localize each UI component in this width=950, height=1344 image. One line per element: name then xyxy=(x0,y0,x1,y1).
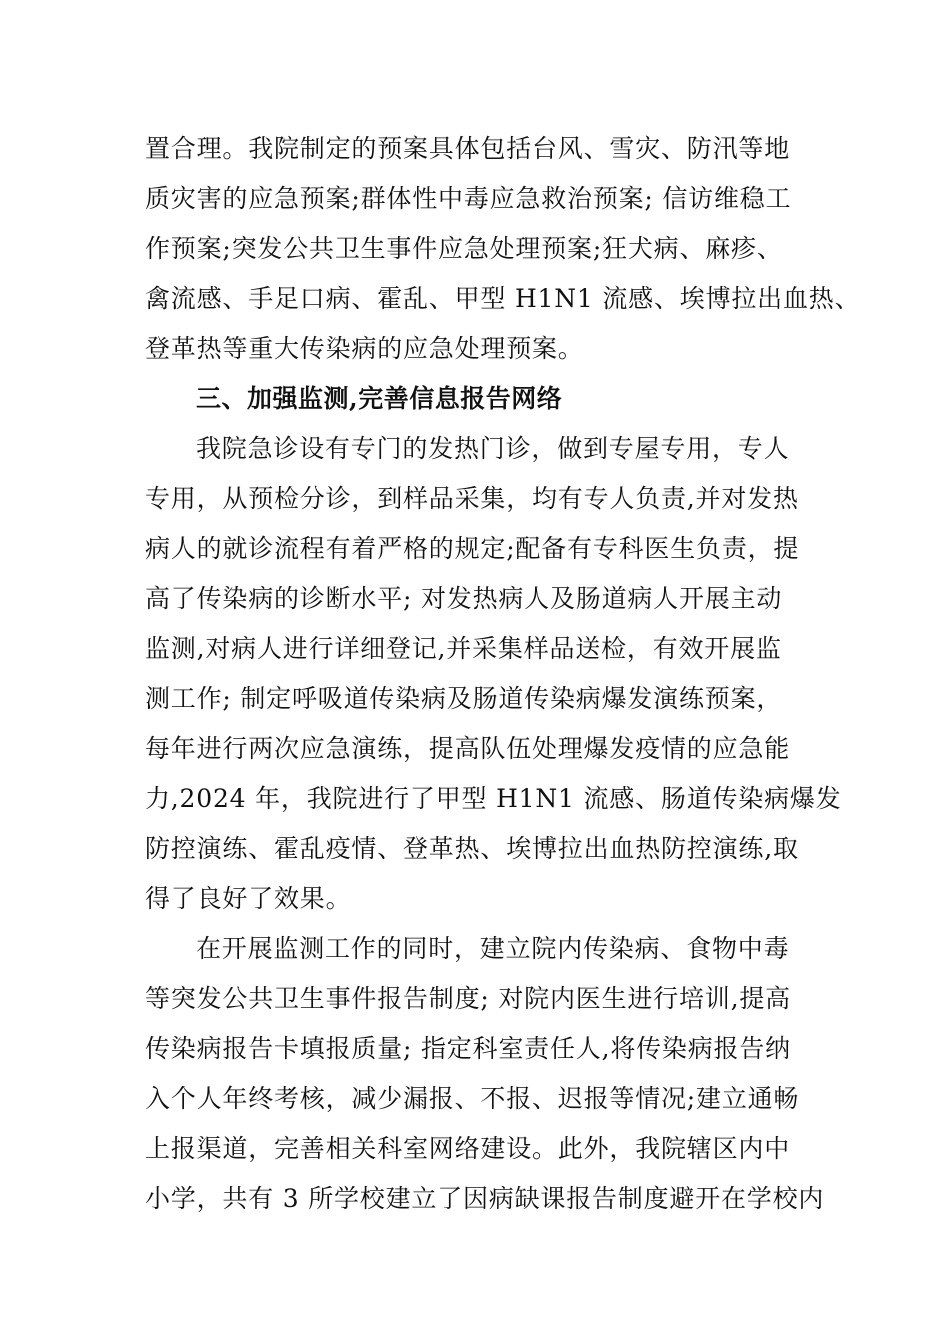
text-line: 传染病报告卡填报质量; 指定科室责任人,将传染病报告纳 xyxy=(145,1034,791,1063)
text-line: 禽流感、手足口病、霍乱、甲型 H1N1 流感、埃博拉出血热、 xyxy=(145,284,861,313)
text-line: 质灾害的应急预案;群体性中毒应急救治预案; 信访维稳工 xyxy=(145,184,792,213)
text-line: 登革热等重大传染病的应急处理预案。 xyxy=(145,334,584,363)
text-line: 测工作; 制定呼吸道传染病及肠道传染病爆发演练预案， xyxy=(145,684,783,713)
text-line: 防控演练、霍乱疫情、登革热、埃博拉出血热防控演练,取 xyxy=(145,834,799,863)
text-line: 在开展监测工作的同时，建立院内传染病、食物中毒 xyxy=(196,934,790,963)
text-line: 入个人年终考核，减少漏报、不报、迟报等情况;建立通畅 xyxy=(145,1084,800,1113)
text-line: 力,2024 年，我院进行了甲型 H1N1 流感、肠道传染病爆发 xyxy=(145,784,842,813)
text-line: 作预案;突发公共卫生事件应急处理预案;狂犬病、麻疹、 xyxy=(145,234,783,263)
section-heading: 三、加强监测,完善信息报告网络 xyxy=(196,384,563,413)
text-line: 上报渠道，完善相关科室网络建设。此外，我院辖区内中 xyxy=(145,1134,791,1163)
text-line: 我院急诊设有专门的发热门诊，做到专屋专用，专人 xyxy=(196,434,790,463)
text-line: 每年进行两次应急演练，提高队伍处理爆发疫情的应急能 xyxy=(145,734,791,763)
text-line: 病人的就诊流程有着严格的规定;配备有专科医生负责，提 xyxy=(145,534,800,563)
text-line: 得了良好了效果。 xyxy=(145,884,352,913)
text-line: 高了传染病的诊断水平; 对发热病人及肠道病人开展主动 xyxy=(145,584,783,613)
text-line: 置合理。我院制定的预案具体包括台风、雪灾、防汛等地 xyxy=(145,134,791,163)
text-line: 专用，从预检分诊，到样品采集，均有专人负责,并对发热 xyxy=(145,484,799,513)
text-line: 监测,对病人进行详细登记,并采集样品送检，有效开展监 xyxy=(145,634,782,663)
text-line: 等突发公共卫生事件报告制度; 对院内医生进行培训,提高 xyxy=(145,984,791,1013)
text-line: 小学，共有 3 所学校建立了因病缺课报告制度避开在学校内 xyxy=(145,1184,825,1213)
